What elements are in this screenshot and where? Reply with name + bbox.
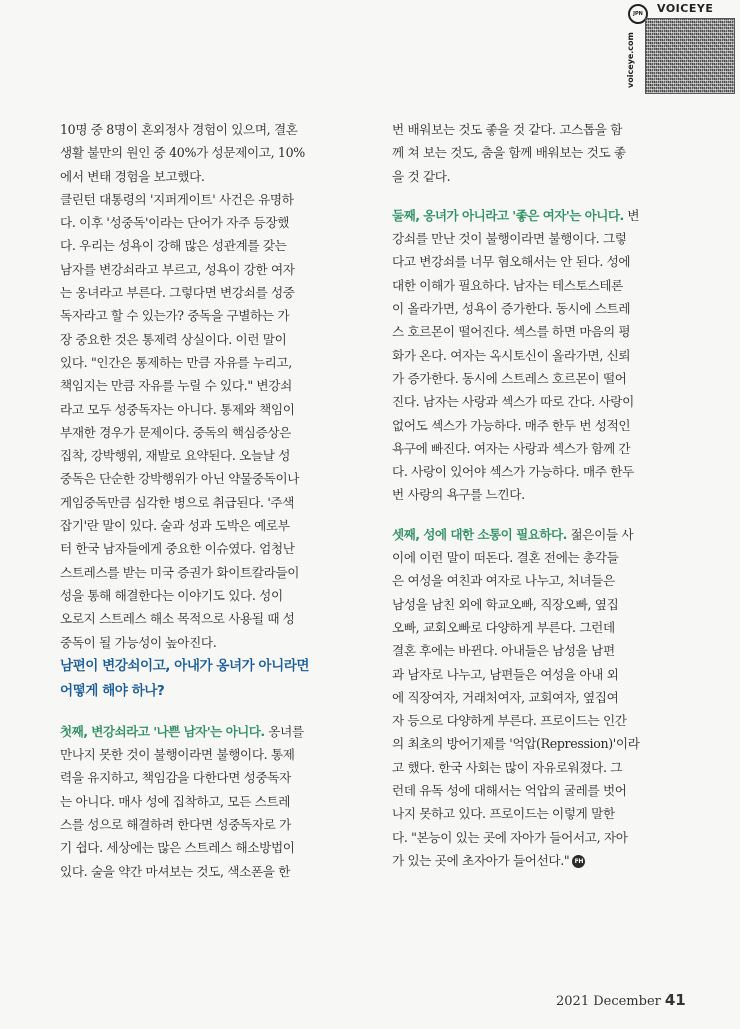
paragraph-line: 강쇠를 만난 것이 불행이라면 불행이다. 그렇 — [392, 231, 627, 247]
right-paragraph-1 — [392, 118, 690, 188]
paragraph-text: 변 — [623, 207, 640, 223]
paragraph-line: 중독은 단순한 강박행위가 아닌 약물중독이나 — [60, 471, 300, 487]
paragraph-line: 스트레스를 받는 미국 증권가 화이트칼라들이 — [60, 564, 300, 580]
voiceye-logo-icon: JPN — [628, 4, 648, 24]
paragraph-lead: 둘째, 옹녀가 아니라고 '좋은 여자'는 아니다. — [392, 207, 624, 223]
paragraph-line: 오빠, 교회오빠로 다양하게 부른다. 그런데 — [392, 619, 615, 635]
paragraph-line: 다. 우리는 성욕이 강해 많은 성관계를 갖는 — [60, 238, 287, 254]
paragraph-line: 잡기'란 말이 있다. 술과 성과 도박은 예로부 — [60, 518, 290, 534]
paragraph-line: 이에 이런 말이 떠돈다. 결혼 전에는 총각들 — [392, 550, 619, 566]
paragraph-line: 대한 이해가 필요하다. 남자는 테스토스테론 — [392, 277, 623, 293]
paragraph-line: 런데 유독 성에 대해서는 억압의 굴레를 벗어 — [392, 783, 627, 799]
paragraph-line: 자 등으로 다양하게 부른다. 프로이드는 인간 — [392, 713, 627, 729]
paragraph-line: 다. 이후 '성중독'이라는 단어가 자주 등장했 — [60, 215, 290, 231]
paragraph-line: 라고 모두 성중독자는 아니다. 통제와 책임이 — [60, 401, 295, 417]
left-paragraph-2 — [60, 188, 358, 654]
paragraph-line: 독자라고 할 수 있는가? 중독을 구별하는 가 — [60, 308, 290, 324]
voiceye-2d-code — [645, 18, 735, 94]
paragraph-line: 중독이 될 가능성이 높아진다. — [60, 634, 217, 650]
paragraph-lead: 첫째, 변강쇠라고 '나쁜 남자'는 아니다. — [60, 723, 265, 739]
paragraph-line: 다. "본능이 있는 곳에 자아가 들어서고, 자아 — [392, 829, 628, 845]
paragraph-line: 책임지는 만큼 자유를 누릴 수 있다." 변강쇠 — [60, 378, 292, 394]
paragraph-line: 력을 유지하고, 책임감을 다한다면 성중독자 — [60, 770, 291, 786]
paragraph-line: 은 여성을 여친과 여자로 나누고, 처녀들은 — [392, 573, 615, 589]
paragraph-line: 성을 통해 해결한다는 이야기도 있다. 성이 — [60, 587, 283, 603]
paragraph-line: 다고 변강쇠를 너무 혐오해서는 안 된다. 성에 — [392, 254, 631, 270]
paragraph-line: 기 쉽다. 세상에는 많은 스트레스 해소방법이 — [60, 840, 295, 856]
paragraph-line: 남편이 변강쇠이고, 아내가 옹녀가 아니라면 — [60, 657, 309, 674]
paragraph-line: 있다. "인간은 통제하는 만큼 자유를 누리고, — [60, 354, 292, 370]
paragraph-line: 게임중독만큼 심각한 병으로 취급된다. '주색 — [60, 494, 295, 510]
paragraph-line: 터 한국 남자들에게 중요한 이슈였다. 엄청난 — [60, 541, 295, 557]
paragraph-line: 10명 중 8명이 혼외정사 경험이 있으며, 결혼 — [60, 122, 298, 137]
paragraph-line: 번 사랑의 욕구를 느낀다. — [392, 487, 525, 503]
paragraph-line: 번 배워보는 것도 좋을 것 같다. 고스톱을 함 — [392, 122, 623, 137]
right-paragraph-3 — [392, 523, 690, 872]
left-column — [60, 118, 358, 883]
paragraph-line: 는 아니다. 매사 성에 집착하고, 모든 스트레 — [60, 793, 291, 809]
paragraph-line: 결혼 후에는 바뀐다. 아내들은 남성을 남편 — [392, 643, 615, 659]
left-paragraph-3 — [60, 720, 358, 883]
left-paragraph-1 — [60, 118, 358, 188]
paragraph-line: 에서 변태 경험을 보고했다. — [60, 168, 205, 184]
paragraph-line: 나지 못하고 있다. 프로이드는 이렇게 말한 — [392, 806, 615, 822]
paragraph-line: 없어도 섹스가 가능하다. 매주 한두 번 성적인 — [392, 417, 631, 433]
paragraph-line: 오로지 스트레스 해소 목적으로 사용될 때 성 — [60, 611, 295, 627]
paragraph-line: 장 중요한 것은 통제력 상실이다. 이런 말이 — [60, 331, 287, 347]
voiceye-code-block — [622, 0, 740, 96]
paragraph-line: 진다. 남자는 사랑과 섹스가 따로 간다. 사랑이 — [392, 394, 634, 410]
paragraph-line: 가 증가한다. 동시에 스트레스 호르몬이 떨어 — [392, 370, 627, 386]
paragraph-line — [392, 523, 690, 546]
paragraph-line: 부재한 경우가 문제이다. 중독의 핵심증상은 — [60, 424, 291, 440]
issue-date: 2021 December — [556, 994, 661, 1009]
paragraph-line: 있다. 술을 약간 마셔보는 것도, 색소폰을 한 — [60, 863, 291, 879]
paragraph-line: 생활 불만의 원인 중 40%가 성문제이고, 10% — [60, 145, 305, 161]
right-column — [392, 118, 690, 872]
section-heading — [60, 654, 358, 704]
paragraph-line: 남성을 남친 외에 학교오빠, 직장오빠, 옆집 — [392, 596, 619, 612]
paragraph-line: 이 올라가면, 성욕이 증가한다. 동시에 스트레 — [392, 301, 631, 317]
paragraph-line: 남자를 변강쇠라고 부르고, 성욕이 강한 여자 — [60, 261, 295, 277]
right-paragraph-2 — [392, 204, 690, 507]
page-footer — [556, 991, 686, 1009]
paragraph-line: 고 했다. 한국 사회는 많이 자유로워졌다. 그 — [392, 759, 623, 775]
paragraph-line: 과 남자로 나누고, 남편들은 여성을 아내 외 — [392, 666, 619, 682]
paragraph-line: 만나지 못한 것이 불행이라면 불행이다. 통제 — [60, 747, 295, 763]
paragraph-line: 가 있는 곳에 초자아가 들어선다." FH — [392, 849, 690, 872]
paragraph-text: 옹녀를 — [264, 723, 304, 739]
paragraph-line: 의 최초의 방어기제를 '억압(Repression)'이라 — [392, 736, 640, 752]
paragraph-line: 는 옹녀라고 부른다. 그렇다면 변강쇠를 성중 — [60, 285, 295, 301]
paragraph-line — [392, 204, 690, 227]
end-mark-icon: FH — [572, 855, 585, 868]
paragraph-line: 클린턴 대통령의 '지퍼게이트' 사건은 유명하 — [60, 191, 294, 207]
paragraph-line: 집착, 강박행위, 재발로 요약된다. 오늘날 성 — [60, 448, 291, 464]
paragraph-line — [60, 720, 358, 743]
paragraph-line: 에 직장여자, 거래처여자, 교회여자, 옆집여 — [392, 689, 619, 705]
paragraph-line: 께 쳐 보는 것도, 춤을 함께 배워보는 것도 좋 — [392, 145, 626, 161]
voiceye-brand: VOICEYE — [657, 2, 714, 15]
paragraph-line: 스를 성으로 해결하려 한다면 성중독자로 가 — [60, 817, 291, 833]
paragraph-lead: 셋째, 성에 대한 소통이 필요하다. — [392, 526, 567, 542]
paragraph-line: 스 호르몬이 떨어진다. 섹스를 하면 마음의 평 — [392, 324, 631, 340]
voiceye-url: voiceye.com — [626, 32, 635, 88]
paragraph-line: 다. 사랑이 있어야 섹스가 가능하다. 매주 한두 — [392, 464, 634, 480]
page-number: 41 — [664, 991, 686, 1009]
paragraph-line: 어떻게 해야 하나? — [60, 682, 165, 699]
paragraph-text: 젊은이들 사 — [566, 526, 634, 542]
paragraph-line: 화가 온다. 여자는 옥시토신이 올라가면, 신뢰 — [392, 347, 631, 363]
paragraph-line: 을 것 같다. — [392, 168, 451, 184]
paragraph-line: 욕구에 빠진다. 여자는 사랑과 섹스가 함께 간 — [392, 440, 631, 456]
